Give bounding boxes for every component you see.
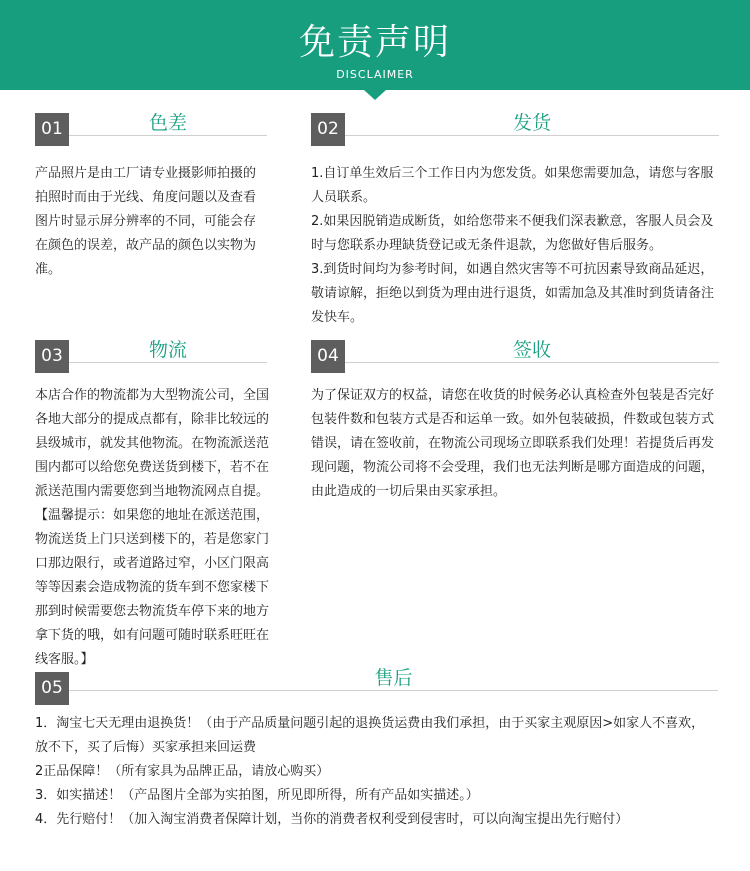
section-title: 售后 [69, 668, 718, 691]
section-body [35, 162, 267, 282]
section-body [311, 384, 721, 504]
section-title: 物流 [69, 340, 267, 363]
paragraph: 为了保证双方的权益，请您在收货的时候务必认真检查外包装是否完好包装件数和包装方式是否和运单一致。如外包装破损，件数或包装方式错误，请在签收前，在物流公司现场立即联系我们处理！若提货后再发现问题，物流公司将不会受理，我们也无法判断是哪方面造成的问题，由此造成的一切后果由买家承担。 [311, 388, 715, 499]
section-body [35, 712, 715, 832]
paragraph: 2正品保障！（所有家具为品牌正品，请放心购买） [35, 764, 330, 779]
paragraph: 【温馨提示：如果您的地址在派送范围，物流送货上门只送到楼下的，若是您家门口那边限行，或者道路过窄，小区门限高等等因素会造成物流的货车到不您家楼下那到时候需要您去物流货车停下来的地方拿下货的哦，如有问题可随时联系旺旺在线客服。】 [35, 508, 270, 667]
paragraph: 1.自订单生效后三个工作日内为您发货。如果您需要加急，请您与客服人员联系。 [311, 166, 714, 205]
page-title: 免责声明 [298, 22, 451, 63]
section-body [35, 384, 271, 672]
section-number: 02 [311, 113, 345, 146]
paragraph: 3．如实描述！（产品图片全部为实拍图，所见即所得，所有产品如实描述。） [35, 788, 479, 803]
paragraph: 本店合作的物流都为大型物流公司，全国各地大部分的提成点都有，除非比较远的县级城市，就发其他物流。在物流派送范围内都可以给您免费送货到楼下，若不在派送范围内需要您到当地物流网点自提。 [35, 388, 270, 499]
header-notch [364, 90, 386, 100]
header-banner [0, 0, 750, 90]
section-number: 01 [35, 113, 69, 146]
section-body [311, 162, 721, 330]
section-number: 05 [35, 672, 69, 705]
paragraph: 2.如果因脱销造成断货，如给您带来不便我们深表歉意，客服人员会及时与您联系办理缺货登记或无条件退款，为您做好售后服务。 [311, 214, 714, 253]
paragraph: 3.到货时间均为参考时间，如遇自然灾害等不可抗因素导致商品延迟，敬请谅解，拒绝以到货为理由进行退货，如需加急及其准时到货请备注发快车。 [311, 262, 715, 325]
section-number: 04 [311, 340, 345, 373]
paragraph: 产品照片是由工厂请专业摄影师拍摄的拍照时而由于光线、角度问题以及查看图片时显示屏分辨率的不同，可能会存在颜色的误差，故产品的颜色以实物为准。 [35, 166, 257, 277]
paragraph: 4．先行赔付！（加入淘宝消费者保障计划，当你的消费者权利受到侵害时，可以向淘宝提出先行赔付） [35, 812, 629, 827]
section-title: 色差 [69, 113, 267, 136]
paragraph: 1．淘宝七天无理由退换货！（由于产品质量问题引起的退换货运费由我们承担，由于买家主观原因>如家人不喜欢，放不下，买了后悔）买家承担来回运费 [35, 716, 705, 755]
section-title: 发货 [345, 113, 719, 136]
section-number: 03 [35, 340, 69, 373]
section-title: 签收 [345, 340, 719, 363]
page-subtitle: DISCLAIMER [336, 68, 414, 81]
